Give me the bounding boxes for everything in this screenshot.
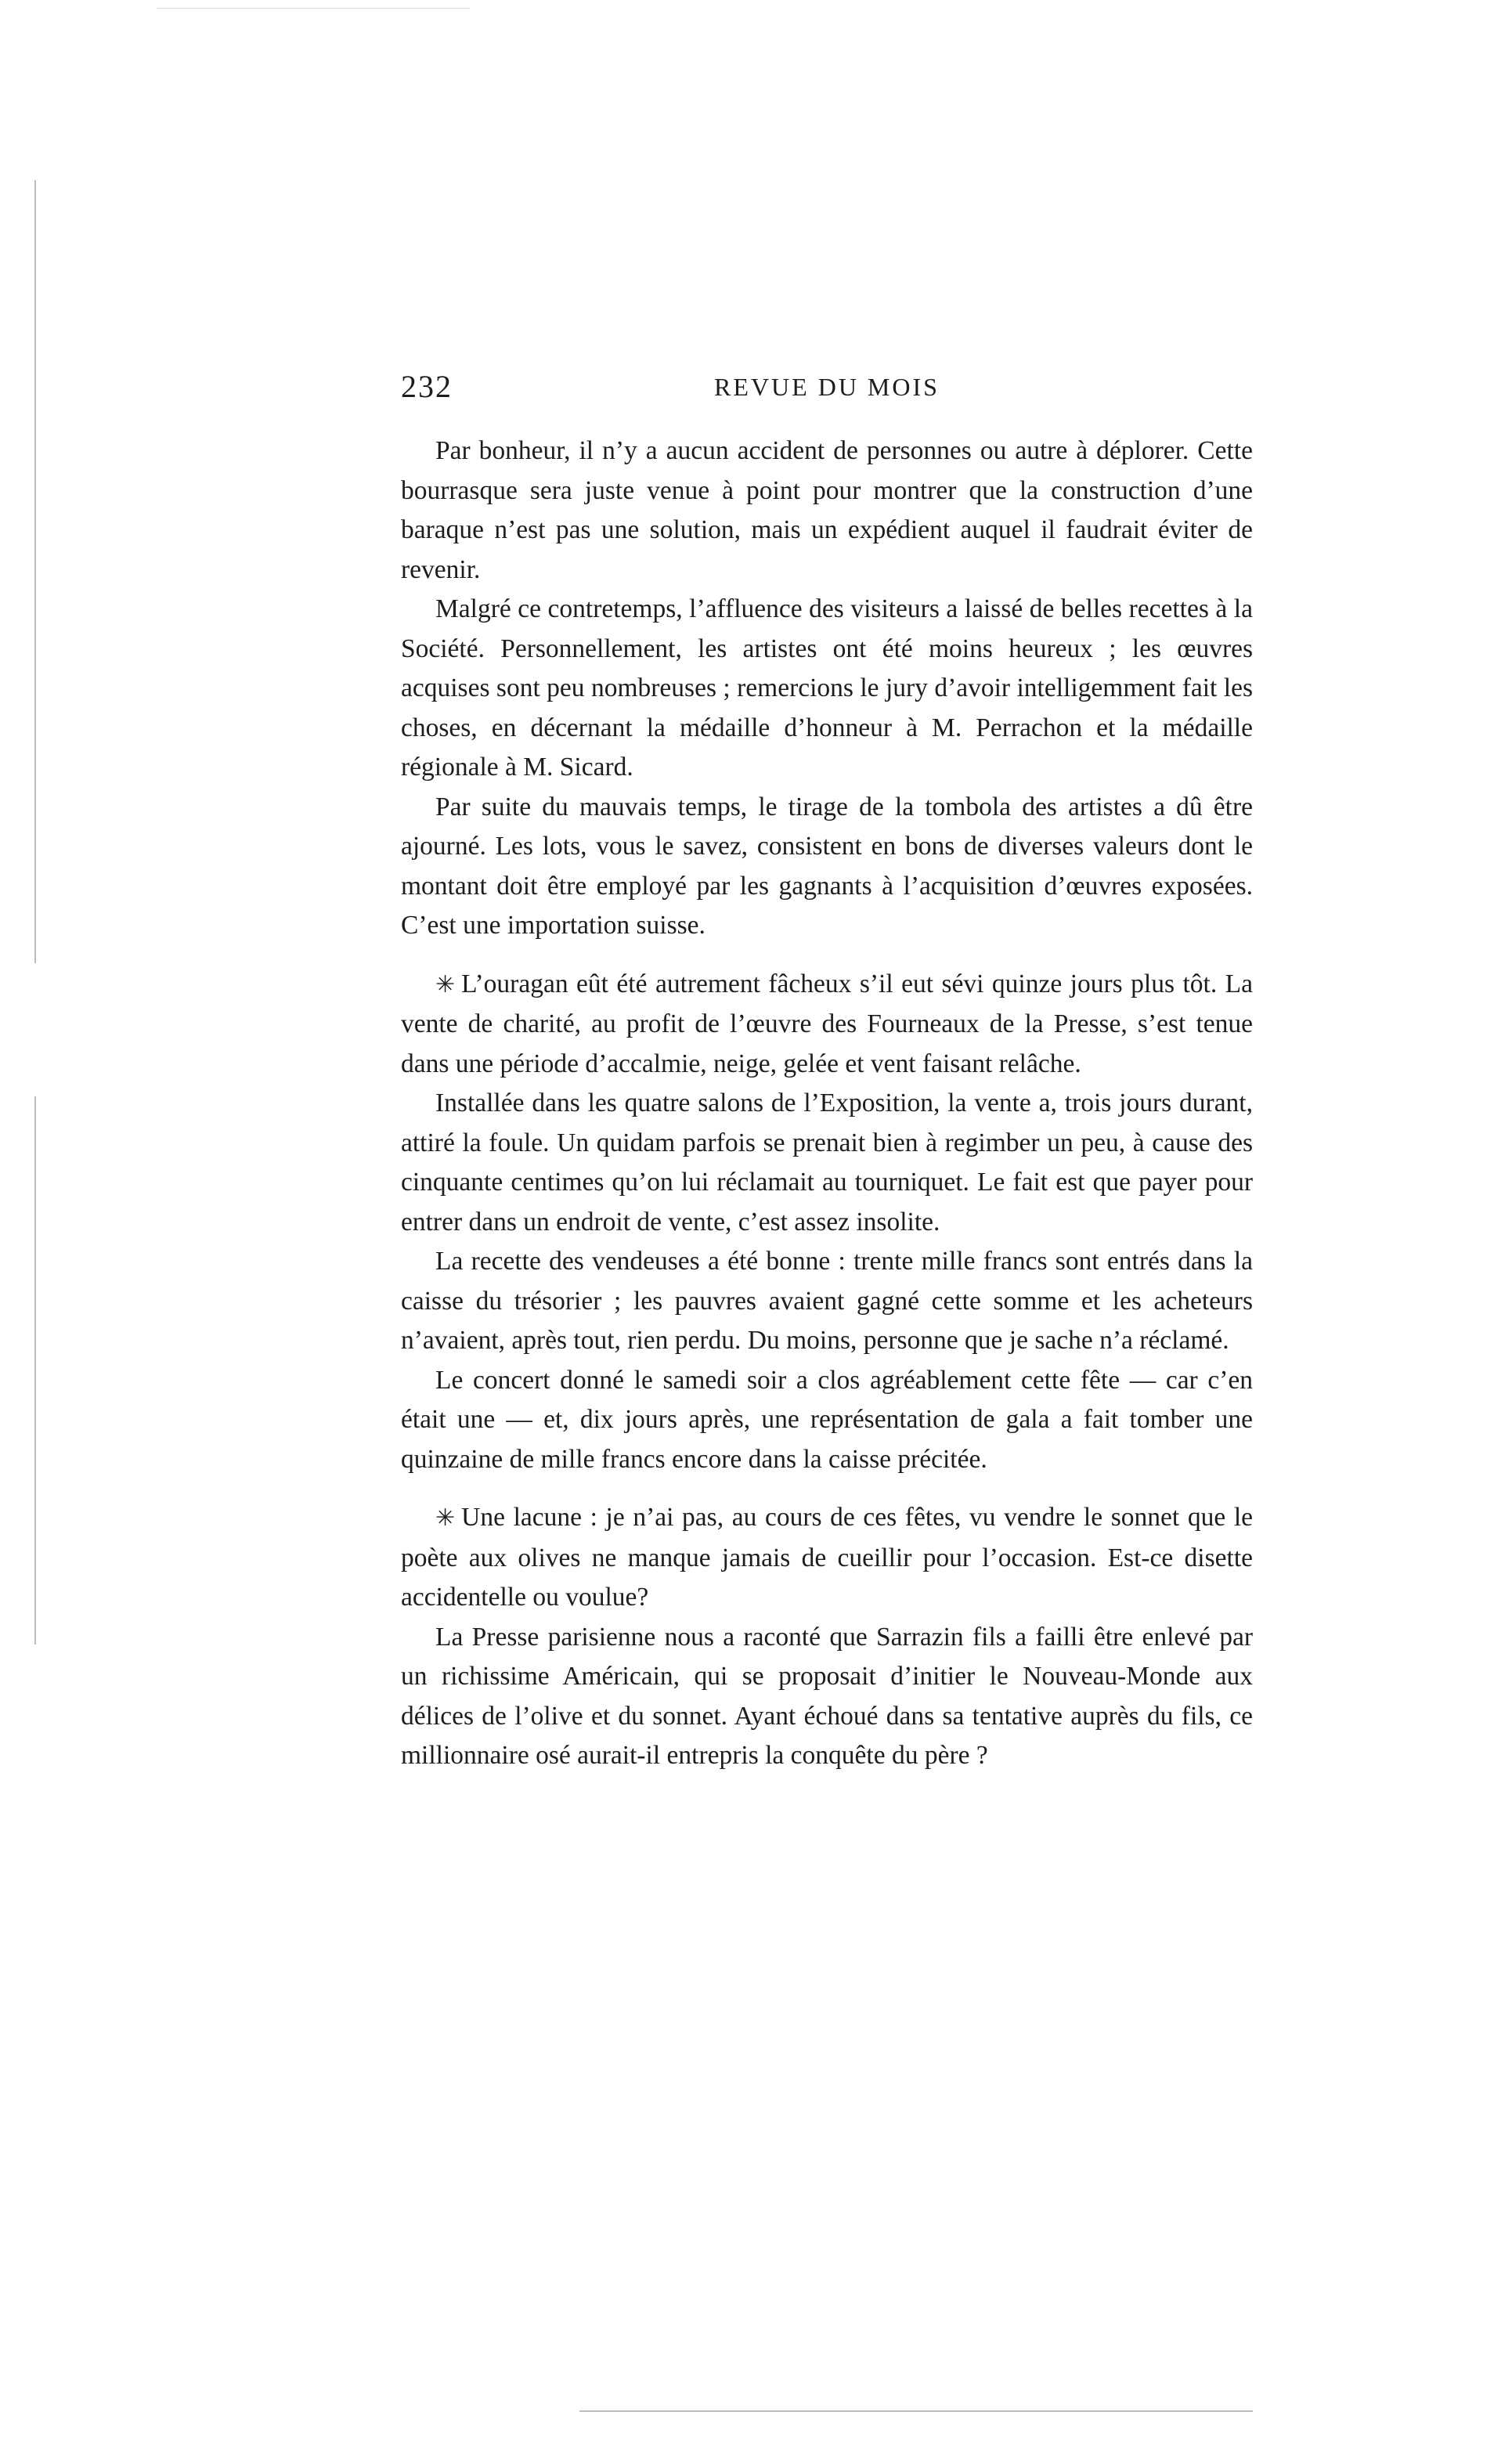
- scan-mark-left: [34, 180, 36, 963]
- section-star-icon: ✳: [435, 1504, 456, 1532]
- page-number: 232: [401, 369, 453, 404]
- paragraph: Le concert donné le samedi soir a clos agréablement cette fête — car c’en était une — et, dix jours après, une représentation de gala a fait tomber une quinzaine de mille francs encore dans la caisse précitée.: [401, 1365, 1253, 1474]
- body-text: [401, 431, 1253, 1776]
- paragraph: Par bonheur, il n’y a aucun accident de personnes ou autre à déplorer. Cette bourrasque sera juste venue à point pour montrer que la construction d’une baraque n’est pas une solution, mais un expédient auquel il faudrait éviter de revenir.: [401, 436, 1253, 584]
- scan-mark-bottom: [579, 2410, 1253, 2412]
- paragraph-text: Une lacune : je n’ai pas, au cours de ces fêtes, vu vendre le sonnet que le poète aux olives ne manque jamais de cueillir pour l’occasion. Est-ce disette accidentelle ou voulue?: [401, 1503, 1253, 1612]
- section-star-icon: ✳: [435, 970, 456, 998]
- running-head: REVUE DU MOIS: [714, 373, 940, 401]
- paragraph-text: L’ouragan eût été autrement fâcheux s’il eut sévi quinze jours plus tôt. La vente de charité, au profit de l’œuvre des Fourneaux de la Presse, s’est tenue dans une période d’accalmie, neige, gelée et vent faisant relâche.: [401, 969, 1253, 1078]
- scan-mark-top: [157, 8, 470, 9]
- paragraph: [401, 965, 1253, 1085]
- paragraph: Installée dans les quatre salons de l’Exposition, la vente a, trois jours durant, attiré la foule. Un quidam parfois se prenait bien à regimber un peu, à cause des cinquante centimes qu’on lui réclamait au tourniquet. Le fait est que payer pour entrer dans un endroit de vente, c’est assez insolite.: [401, 1089, 1253, 1237]
- paragraph: Malgré ce contretemps, l’affluence des visiteurs a laissé de belles recettes à la Société. Personnellement, les artistes ont été moins heureux ; les œuvres acquises sont peu nombreuses ; remercions le jury d’avoir intelligemment fait les choses, en décernant la médaille d’honneur à M. Perrachon et la médaille régionale à M. Sicard.: [401, 594, 1253, 782]
- paragraph: [401, 1498, 1253, 1618]
- paragraph: La Presse parisienne nous a raconté que Sarrazin fils a failli être enlevé par un richissime Américain, qui se proposait d’initier le Nouveau-Monde aux délices de l’olive et du sonnet. Ayant échoué dans sa tentative auprès du fils, ce millionnaire osé aurait-il entrepris la conquête du père ?: [401, 1622, 1253, 1770]
- page-header: [401, 368, 1253, 415]
- paragraph: La recette des vendeuses a été bonne : trente mille francs sont entrés dans la caisse du trésorier ; les pauvres avaient gagné cette somme et les acheteurs n’avaient, après tout, rien perdu. Du moins, personne que je sache n’a réclamé.: [401, 1247, 1253, 1355]
- scan-mark-left-lower: [34, 1096, 36, 1645]
- paragraph: Par suite du mauvais temps, le tirage de la tombola des artistes a dû être ajourné. Les lots, vous le savez, consistent en bons de diverses valeurs dont le montant doit être employé par les gagnants à l’acquisition d’œuvres exposées. C’est une importation suisse.: [401, 792, 1253, 940]
